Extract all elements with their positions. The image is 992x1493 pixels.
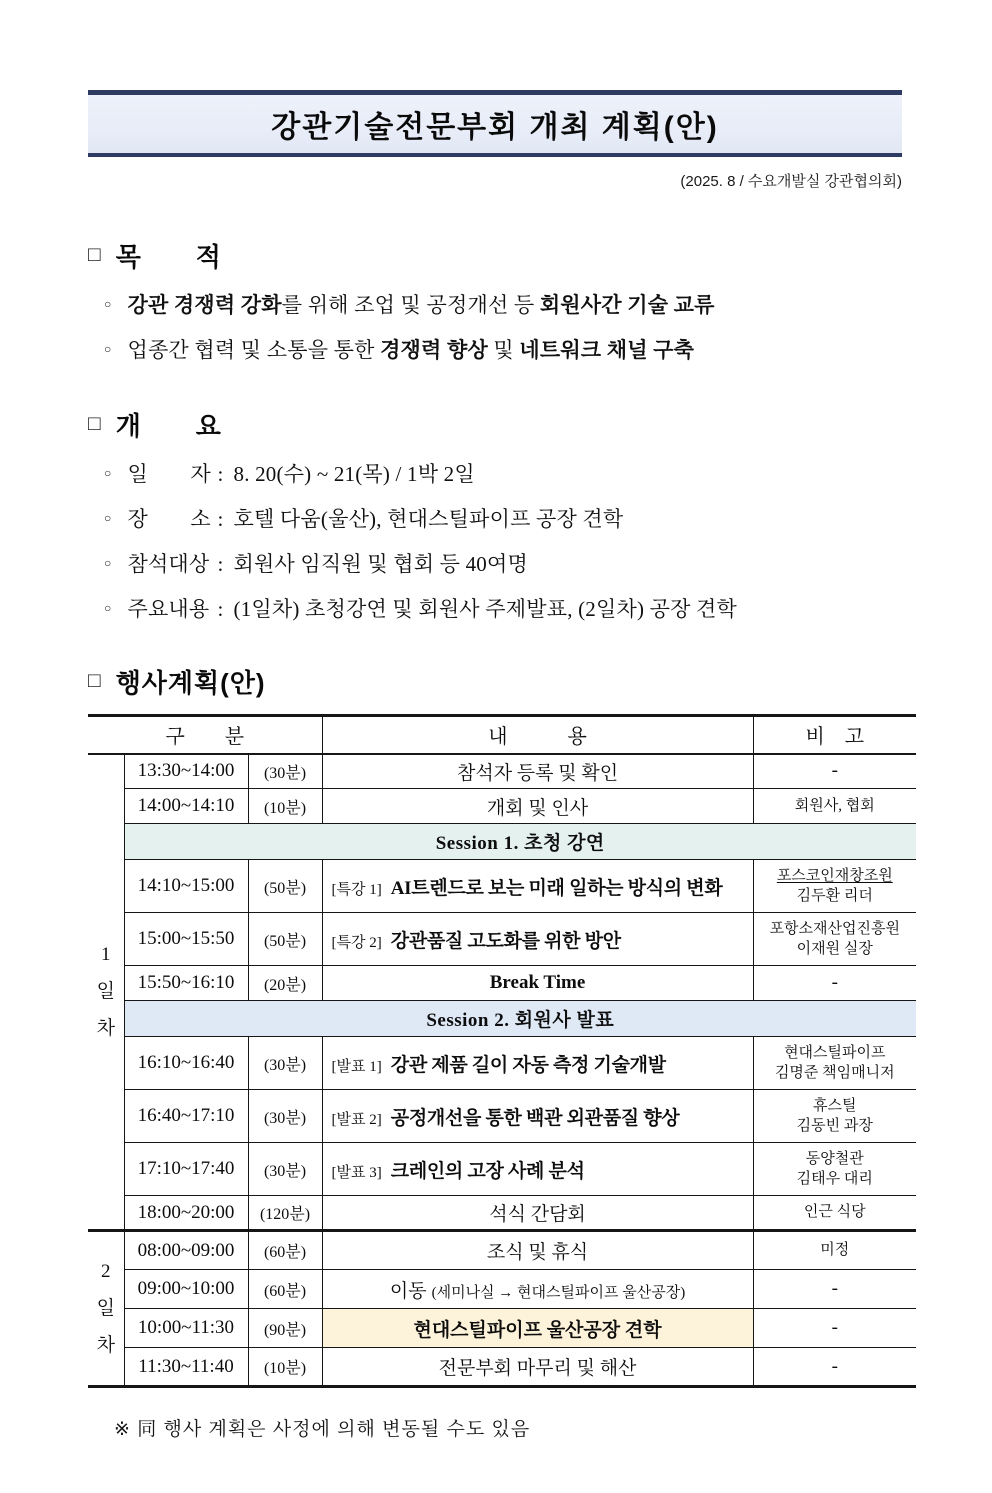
table-row <box>88 860 916 913</box>
overview-label: 주요내용 <box>127 597 210 621</box>
header-group: 구 분 <box>88 716 322 754</box>
content-cell <box>322 913 753 966</box>
time-cell: 15:00~15:50 <box>124 913 248 966</box>
time-cell: 09:00~10:00 <box>124 1270 248 1309</box>
section-overview-heading <box>88 406 916 443</box>
speaker-name: 김동빈 과장 <box>796 1118 873 1134</box>
colon: : <box>217 552 224 576</box>
talk-title: 강관품질 고도화를 위한 방안 <box>390 930 621 952</box>
talk-title: 강관 제품 길이 자동 측정 기술개발 <box>390 1054 666 1076</box>
circle-bullet-icon: ○ <box>104 342 112 356</box>
time-cell: 16:10~16:40 <box>124 1037 248 1090</box>
day2-label-cell <box>88 1231 124 1387</box>
time-cell: 15:50~16:10 <box>124 966 248 1001</box>
plan-heading-text: 행사계획(안) <box>115 668 266 698</box>
duration-cell: (60분) <box>248 1270 322 1309</box>
time-cell: 13:30~14:00 <box>124 754 248 789</box>
colon: : <box>217 462 224 486</box>
purpose-bullet-1 <box>104 289 916 319</box>
content-cell <box>322 860 753 913</box>
circle-bullet-icon: ○ <box>104 297 112 311</box>
table-row <box>88 1090 916 1143</box>
colon: : <box>217 507 224 531</box>
time-cell: 14:10~15:00 <box>124 860 248 913</box>
table-row <box>88 1143 916 1196</box>
talk-title: 공정개선을 통한 백관 외관품질 향상 <box>390 1107 680 1129</box>
note-cell: - <box>753 1270 916 1309</box>
page-title: 강관기술전문부회 개최 계획(안) <box>271 111 719 144</box>
time-cell: 08:00~09:00 <box>124 1231 248 1270</box>
overview-value: (1일차) 초청강연 및 회원사 주제발표, (2일차) 공장 견학 <box>233 597 737 621</box>
purpose-text: 경쟁력 향상 <box>380 338 488 362</box>
circle-bullet-icon: ○ <box>104 601 112 615</box>
purpose-text: 업종간 협력 및 소통을 통한 <box>127 338 381 362</box>
purpose-text: 회원사간 기술 교류 <box>539 293 715 317</box>
speaker-org: 현대스틸파이프 <box>784 1044 886 1061</box>
content-cell <box>322 1270 753 1309</box>
speaker-org: 포스코인재창조원 <box>776 867 893 884</box>
talk-prefix: [발표 1] <box>331 1058 382 1075</box>
purpose-text: 및 <box>487 338 520 362</box>
date-line: (2025. 8 / 수요개발실 강관협의회) <box>680 173 902 190</box>
header-content: 내 용 <box>322 716 753 754</box>
speaker-org: 포항소재산업진흥원 <box>769 920 900 937</box>
session-row <box>88 824 916 860</box>
note-cell: - <box>753 966 916 1001</box>
circle-bullet-icon: ○ <box>104 556 112 570</box>
title-banner <box>88 90 902 157</box>
content-cell: 전문부회 마무리 및 해산 <box>322 1348 753 1387</box>
note-cell <box>753 913 916 966</box>
note-cell: - <box>753 1309 916 1348</box>
colon: : <box>217 597 224 621</box>
overview-label: 참석대상 <box>127 552 210 576</box>
day2-label: 2 <box>101 1261 111 1282</box>
move-detail: (세미나실 → 현대스틸파이프 울산공장) <box>431 1284 686 1301</box>
speaker-org: 동양철관 <box>805 1150 864 1167</box>
day1-label: 차 <box>96 1018 115 1040</box>
talk-prefix: [발표 3] <box>331 1164 382 1181</box>
day1-label: 1 <box>101 944 111 966</box>
overview-item-date <box>104 458 916 488</box>
note-cell: - <box>753 1348 916 1387</box>
content-cell: 참석자 등록 및 확인 <box>322 754 753 789</box>
duration-cell: (30분) <box>248 1037 322 1090</box>
note-cell: 인근 식당 <box>753 1196 916 1231</box>
content-cell: 조식 및 휴식 <box>322 1231 753 1270</box>
overview-item-attendees <box>104 548 916 578</box>
time-cell: 10:00~11:30 <box>124 1309 248 1348</box>
time-cell: 14:00~14:10 <box>124 789 248 824</box>
overview-value: 회원사 임직원 및 협회 등 40여명 <box>233 552 528 576</box>
day1-label: 일 <box>96 981 115 1003</box>
speaker-org: 휴스틸 <box>813 1097 857 1114</box>
duration-cell: (60분) <box>248 1231 322 1270</box>
purpose-text: 네트워크 채널 구축 <box>519 338 695 362</box>
duration-cell: (120분) <box>248 1196 322 1231</box>
section-purpose-heading <box>88 237 916 274</box>
table-row <box>88 1196 916 1231</box>
session1-banner: Session 1. 초청 강연 <box>124 824 916 860</box>
circle-bullet-icon: ○ <box>104 511 112 525</box>
content-cell: 석식 간담회 <box>322 1196 753 1231</box>
time-cell: 11:30~11:40 <box>124 1348 248 1387</box>
document-page <box>0 90 992 1441</box>
day1-label-cell <box>88 754 124 1231</box>
content-cell: 개회 및 인사 <box>322 789 753 824</box>
schedule-table <box>88 714 916 1388</box>
note-cell: 미정 <box>753 1231 916 1270</box>
table-row <box>88 789 916 824</box>
day2-label: 일 <box>96 1298 115 1319</box>
duration-cell: (30분) <box>248 1090 322 1143</box>
content-cell <box>322 1143 753 1196</box>
table-row <box>88 1231 916 1270</box>
session-row <box>88 1001 916 1037</box>
purpose-bullet-2 <box>104 334 916 364</box>
duration-cell: (10분) <box>248 1348 322 1387</box>
circle-bullet-icon: ○ <box>104 466 112 480</box>
speaker-name: 김명준 책임매니저 <box>774 1065 895 1081</box>
purpose-text: 강관 경쟁력 강화 <box>127 293 282 317</box>
duration-cell: (20분) <box>248 966 322 1001</box>
table-header-row <box>88 716 916 754</box>
speaker-name: 이재원 실장 <box>796 941 873 957</box>
table-row <box>88 913 916 966</box>
talk-prefix: [발표 2] <box>331 1111 382 1128</box>
duration-cell: (30분) <box>248 754 322 789</box>
table-row <box>88 1348 916 1387</box>
talk-title: AI트렌드로 보는 미래 일하는 방식의 변화 <box>390 877 723 899</box>
purpose-text: 를 위해 조업 및 공정개선 등 <box>281 293 540 317</box>
note-cell <box>753 1143 916 1196</box>
talk-prefix: [특강 2] <box>331 934 382 951</box>
note-cell <box>753 1090 916 1143</box>
time-cell: 16:40~17:10 <box>124 1090 248 1143</box>
duration-cell: (30분) <box>248 1143 322 1196</box>
session2-banner: Session 2. 회원사 발표 <box>124 1001 916 1037</box>
note-cell <box>753 1037 916 1090</box>
talk-title: 크레인의 고장 사례 분석 <box>390 1160 585 1182</box>
overview-value: 호텔 다움(울산), 현대스틸파이프 공장 견학 <box>233 507 624 531</box>
purpose-heading-text: 목 적 <box>115 242 222 272</box>
section-plan-heading <box>88 663 916 700</box>
content-cell: Break Time <box>322 966 753 1001</box>
table-row <box>88 1309 916 1348</box>
overview-heading-text: 개 요 <box>115 411 222 441</box>
square-bullet-icon: □ <box>88 668 101 692</box>
duration-cell: (10분) <box>248 789 322 824</box>
day2-label: 차 <box>96 1335 115 1356</box>
table-row <box>88 754 916 789</box>
table-row <box>88 1270 916 1309</box>
duration-cell: (50분) <box>248 913 322 966</box>
note-cell: 회원사, 협회 <box>753 789 916 824</box>
overview-label: 일 자 <box>127 462 211 486</box>
speaker-name: 김두환 리더 <box>796 888 873 904</box>
move-label: 이동 <box>389 1280 427 1302</box>
header-note: 비 고 <box>753 716 916 754</box>
table-row <box>88 1037 916 1090</box>
overview-item-place <box>104 503 916 533</box>
content-cell <box>322 1090 753 1143</box>
note-cell: - <box>753 754 916 789</box>
speaker-name: 김태우 대리 <box>796 1171 873 1187</box>
content-cell <box>322 1037 753 1090</box>
duration-cell: (90분) <box>248 1309 322 1348</box>
table-row <box>88 966 916 1001</box>
square-bullet-icon: □ <box>88 242 101 266</box>
time-cell: 18:00~20:00 <box>124 1196 248 1231</box>
overview-value: 8. 20(수) ~ 21(목) / 1박 2일 <box>233 462 475 486</box>
duration-cell: (50분) <box>248 860 322 913</box>
content-cell-highlighted: 현대스틸파이프 울산공장 견학 <box>322 1309 753 1348</box>
note-cell <box>753 860 916 913</box>
overview-item-contents <box>104 593 916 623</box>
square-bullet-icon: □ <box>88 411 101 435</box>
time-cell: 17:10~17:40 <box>124 1143 248 1196</box>
overview-label: 장 소 <box>127 507 211 531</box>
talk-prefix: [특강 1] <box>331 881 382 898</box>
footnote: ※ 同 행사 계획은 사정에 의해 변동될 수도 있음 <box>114 1419 531 1440</box>
